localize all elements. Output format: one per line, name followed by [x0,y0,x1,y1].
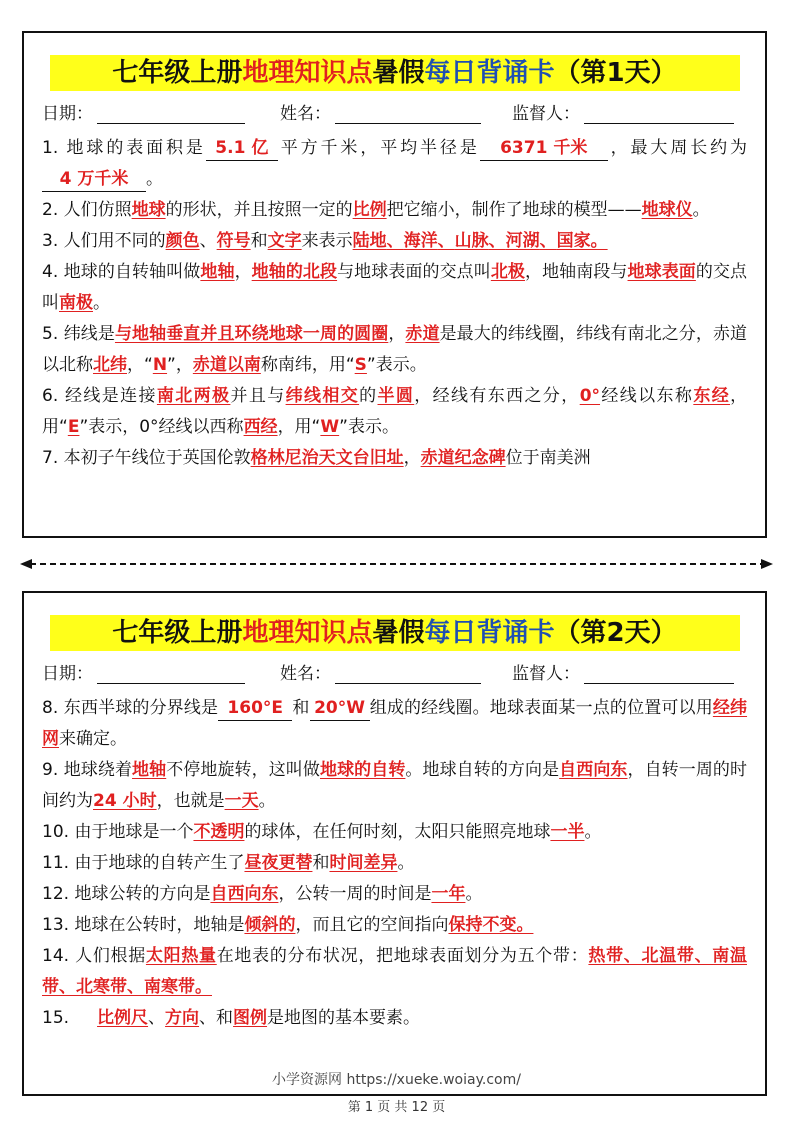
answer-text: 昼夜更替 [244,853,313,873]
arrow-right-icon [761,559,773,569]
item-text: 的交点叫 [42,262,748,313]
item-list [42,693,747,1034]
item-text: 是地图的基本要素。 [267,1008,421,1028]
answer-text: 经纬网 [42,698,748,749]
answer-text: 国家。 [556,231,608,251]
answer-text: 海洋 [403,231,438,251]
item-text: 的球体，在任何时刻，太阳只能照亮地球 [244,822,551,842]
answer-text: 山脉 [454,231,489,251]
answer-text: 东经 [693,386,731,406]
cut-line-divider [20,556,773,572]
answer-blank [206,136,278,161]
card-title [50,615,740,651]
answer-text: 与地轴垂直并且环绕地球一周的圆圈 [114,324,389,344]
answer-text: 、 [539,231,557,251]
arrow-left-icon [20,559,32,569]
item-5 [42,319,747,381]
item-15 [42,1003,747,1034]
item-text: ”表示。 [366,355,427,375]
answer-text: 保持不变。 [448,915,534,935]
answer-text: 5.1 亿 [215,138,269,158]
item-text: ， [403,448,421,468]
answer-text: 太阳热量 [145,946,217,966]
item-text: 。 [397,853,415,873]
item-10 [42,817,747,848]
answer-text: 赤道 [405,324,440,344]
name-blank[interactable] [335,663,481,684]
item-text: ，也就是 [156,791,225,811]
answer-text: 、 [437,231,455,251]
item-text: 称南纬，用“ [260,355,355,375]
answer-text: 文字 [267,231,302,251]
item-text: ，用“ [42,386,748,437]
answer-blank [310,696,370,721]
answer-text: 南极 [59,293,93,313]
supervisor-blank[interactable] [584,103,734,124]
answer-text: 纬线相交 [285,386,360,406]
answer-text: 6371 千米 [500,138,588,158]
answer-text: 时间差异 [329,853,398,873]
item-11 [42,848,747,879]
item-text: 的 [359,386,378,406]
item-text: ”表示。 [339,417,399,437]
item-text: 。地球自转的方向是 [405,760,560,780]
item-14 [42,941,747,1003]
answer-text: 热带、北温带、南温带、北寒带、南寒带。 [42,946,747,997]
answer-text: 地球仪 [641,200,693,220]
item-9 [42,755,747,817]
page-number: 第 1 页 共 12 页 [347,1100,446,1115]
item-8 [42,693,747,755]
item-text: ，而且它的空间指向 [295,915,449,935]
item-6 [42,381,747,443]
answer-text: 地轴的北段 [251,262,338,282]
date-field: 日期： [42,99,245,124]
supervisor-field: 监督人： [512,659,734,684]
item-3 [42,226,747,257]
date-blank[interactable] [97,663,245,684]
item-text: 来表示 [301,231,353,251]
item-text: ，“ [127,355,153,375]
item-text: 13. 地球在公转时，地轴是 [42,915,245,935]
item-text: 的形状，并且按照一定的 [165,200,353,220]
answer-text: 南北两极 [156,386,231,406]
answer-text: 不透明 [193,822,245,842]
title-part: （第2天） [554,618,677,648]
item-text: 4. 地球的自转轴叫做 [42,262,201,282]
item-7 [42,443,747,474]
item-text: 、 [148,1008,166,1028]
answer-text: 北纬 [93,355,127,375]
title-part: 七年级上册 [112,58,243,88]
answer-blank [42,167,146,192]
item-text: ，公转一周的时间是 [278,884,432,904]
answer-blank [480,136,608,161]
item-text: 。 [146,169,163,189]
supervisor-field: 监督人： [512,99,734,124]
item-text: 7. 本初子午线位于英国伦敦 [42,448,251,468]
card-title [50,55,740,91]
answer-text: 陆地 [352,231,387,251]
answer-text: 24 小时 [93,791,157,811]
item-text: 3. 人们用不同的 [42,231,166,251]
title-part: 地理知识点 [242,618,373,648]
answer-text: N [152,355,168,375]
item-text: 15. [42,1008,70,1028]
item-4 [42,257,747,319]
item-text: ”表示，0°经线以西称 [79,417,244,437]
answer-text: 、 [386,231,404,251]
item-list [42,133,747,474]
item-text: 6. 经线是连接 [42,386,157,406]
item-text: 2. 人们仿照 [42,200,132,220]
answer-text: 半圆 [377,386,415,406]
answer-text: E [67,417,80,437]
answer-text: W [320,417,340,437]
item-text: ，经线有东西之分， [414,386,580,406]
item-text: 9. 地球绕着 [42,760,133,780]
item-text: 1. 地球的表面积是 [42,138,206,158]
answer-text: 20°W [314,698,365,718]
answer-text: 赤道纪念碑 [420,448,506,468]
answer-text: 地球的自转 [319,760,406,780]
info-line [42,99,747,125]
date-blank[interactable] [97,103,245,124]
item-text: 并且与 [230,386,286,406]
item-2 [42,195,747,226]
item-text: 10. 由于地球是一个 [42,822,194,842]
item-text: 和 [312,853,330,873]
item-text: 8. 东西半球的分界线是 [42,698,219,718]
item-text: 与地球表面的交点叫 [337,262,491,282]
answer-text: 方向 [165,1008,200,1028]
item-text: 11. 由于地球的自转产生了 [42,853,245,873]
answer-text: 倾斜的 [244,915,296,935]
item-12 [42,879,747,910]
item-text: 5. 纬线是 [42,324,115,344]
item-text: 。 [93,293,110,313]
title-part: 暑假 [372,618,425,648]
watermark-text: 小学资源网 https://xueke.woiay.com/ [272,1072,521,1088]
item-text: ，用“ [277,417,321,437]
answer-text: 一半 [550,822,585,842]
item-1 [42,133,747,195]
answer-text: 颜色 [165,231,200,251]
answer-blank [218,696,292,721]
answer-text: 自西向东 [210,884,279,904]
answer-text: 符号 [216,231,251,251]
item-text: 位于南美洲 [505,448,591,468]
title-part: 每日背诵卡 [424,58,555,88]
item-text: 12. 地球公转的方向是 [42,884,211,904]
answer-text: 北极 [490,262,526,282]
title-part: 地理知识点 [242,58,373,88]
item-text: 不停地旋转，这叫做 [166,760,320,780]
item-text: 把它缩小，制作了地球的模型—— [386,200,642,220]
item-text: 。 [692,200,710,220]
item-text: ”， [167,355,193,375]
item-text: 平方千米，平均半径是 [277,138,480,158]
item-text: 组成的经线圈。地球表面某一点的位置可以用 [369,698,713,718]
item-text: 和 [292,698,310,718]
answer-text: 格林尼治天文台旧址 [250,448,404,468]
item-text: 14. 人们根据 [42,946,146,966]
name-blank[interactable] [335,103,481,124]
item-text: 在地表的分布状况，把地球表面划分为五个带： [216,946,589,966]
answer-text: 地球表面 [627,262,696,282]
answer-text: 赤道以南 [192,355,261,375]
item-text: 是最大的纬线圈，纬线有南北之分，赤道以北称 [42,324,748,375]
answer-text: 比例尺 [97,1008,149,1028]
item-text: 。 [584,822,602,842]
title-part: 暑假 [372,58,425,88]
answer-text: 自西向东 [559,760,628,780]
item-text: ， [388,324,406,344]
item-text: 。 [258,791,276,811]
answer-text: 比例 [352,200,387,220]
item-text: 和 [250,231,268,251]
answer-text: 地球 [131,200,166,220]
item-13 [42,910,747,941]
answer-text: 一年 [431,884,466,904]
item-text: 。 [465,884,483,904]
answer-text: 、 [488,231,506,251]
title-part: （第1天） [554,58,677,88]
answer-text: 4 万千米 [59,169,129,189]
answer-text: 0° [579,386,601,406]
item-text: ， [234,262,252,282]
item-text: ，地轴南段与 [525,262,628,282]
answer-text: 西经 [243,417,278,437]
title-part: 每日背诵卡 [424,618,555,648]
info-line [42,659,747,685]
answer-text: 图例 [233,1008,268,1028]
item-text: 、 [199,231,217,251]
recitation-card-day1 [22,31,767,538]
item-text: 来确定。 [59,729,127,749]
answer-text: 地轴 [132,760,167,780]
name-field: 姓名： [280,659,481,684]
answer-text: S [354,355,367,375]
supervisor-blank[interactable] [584,663,734,684]
item-text: ，最大周长约为 [607,138,748,158]
name-field: 姓名： [280,99,481,124]
answer-text: 河湖 [505,231,540,251]
item-text: ，自转一周的时间约为 [42,760,748,811]
date-field: 日期： [42,659,245,684]
title-part: 七年级上册 [112,618,243,648]
answer-text: 地轴 [200,262,235,282]
item-text: 、和 [199,1008,234,1028]
answer-text: 一天 [224,791,259,811]
recitation-card-day2 [22,591,767,1096]
answer-text: 160°E [227,698,284,718]
item-text: 经线以东称 [600,386,694,406]
